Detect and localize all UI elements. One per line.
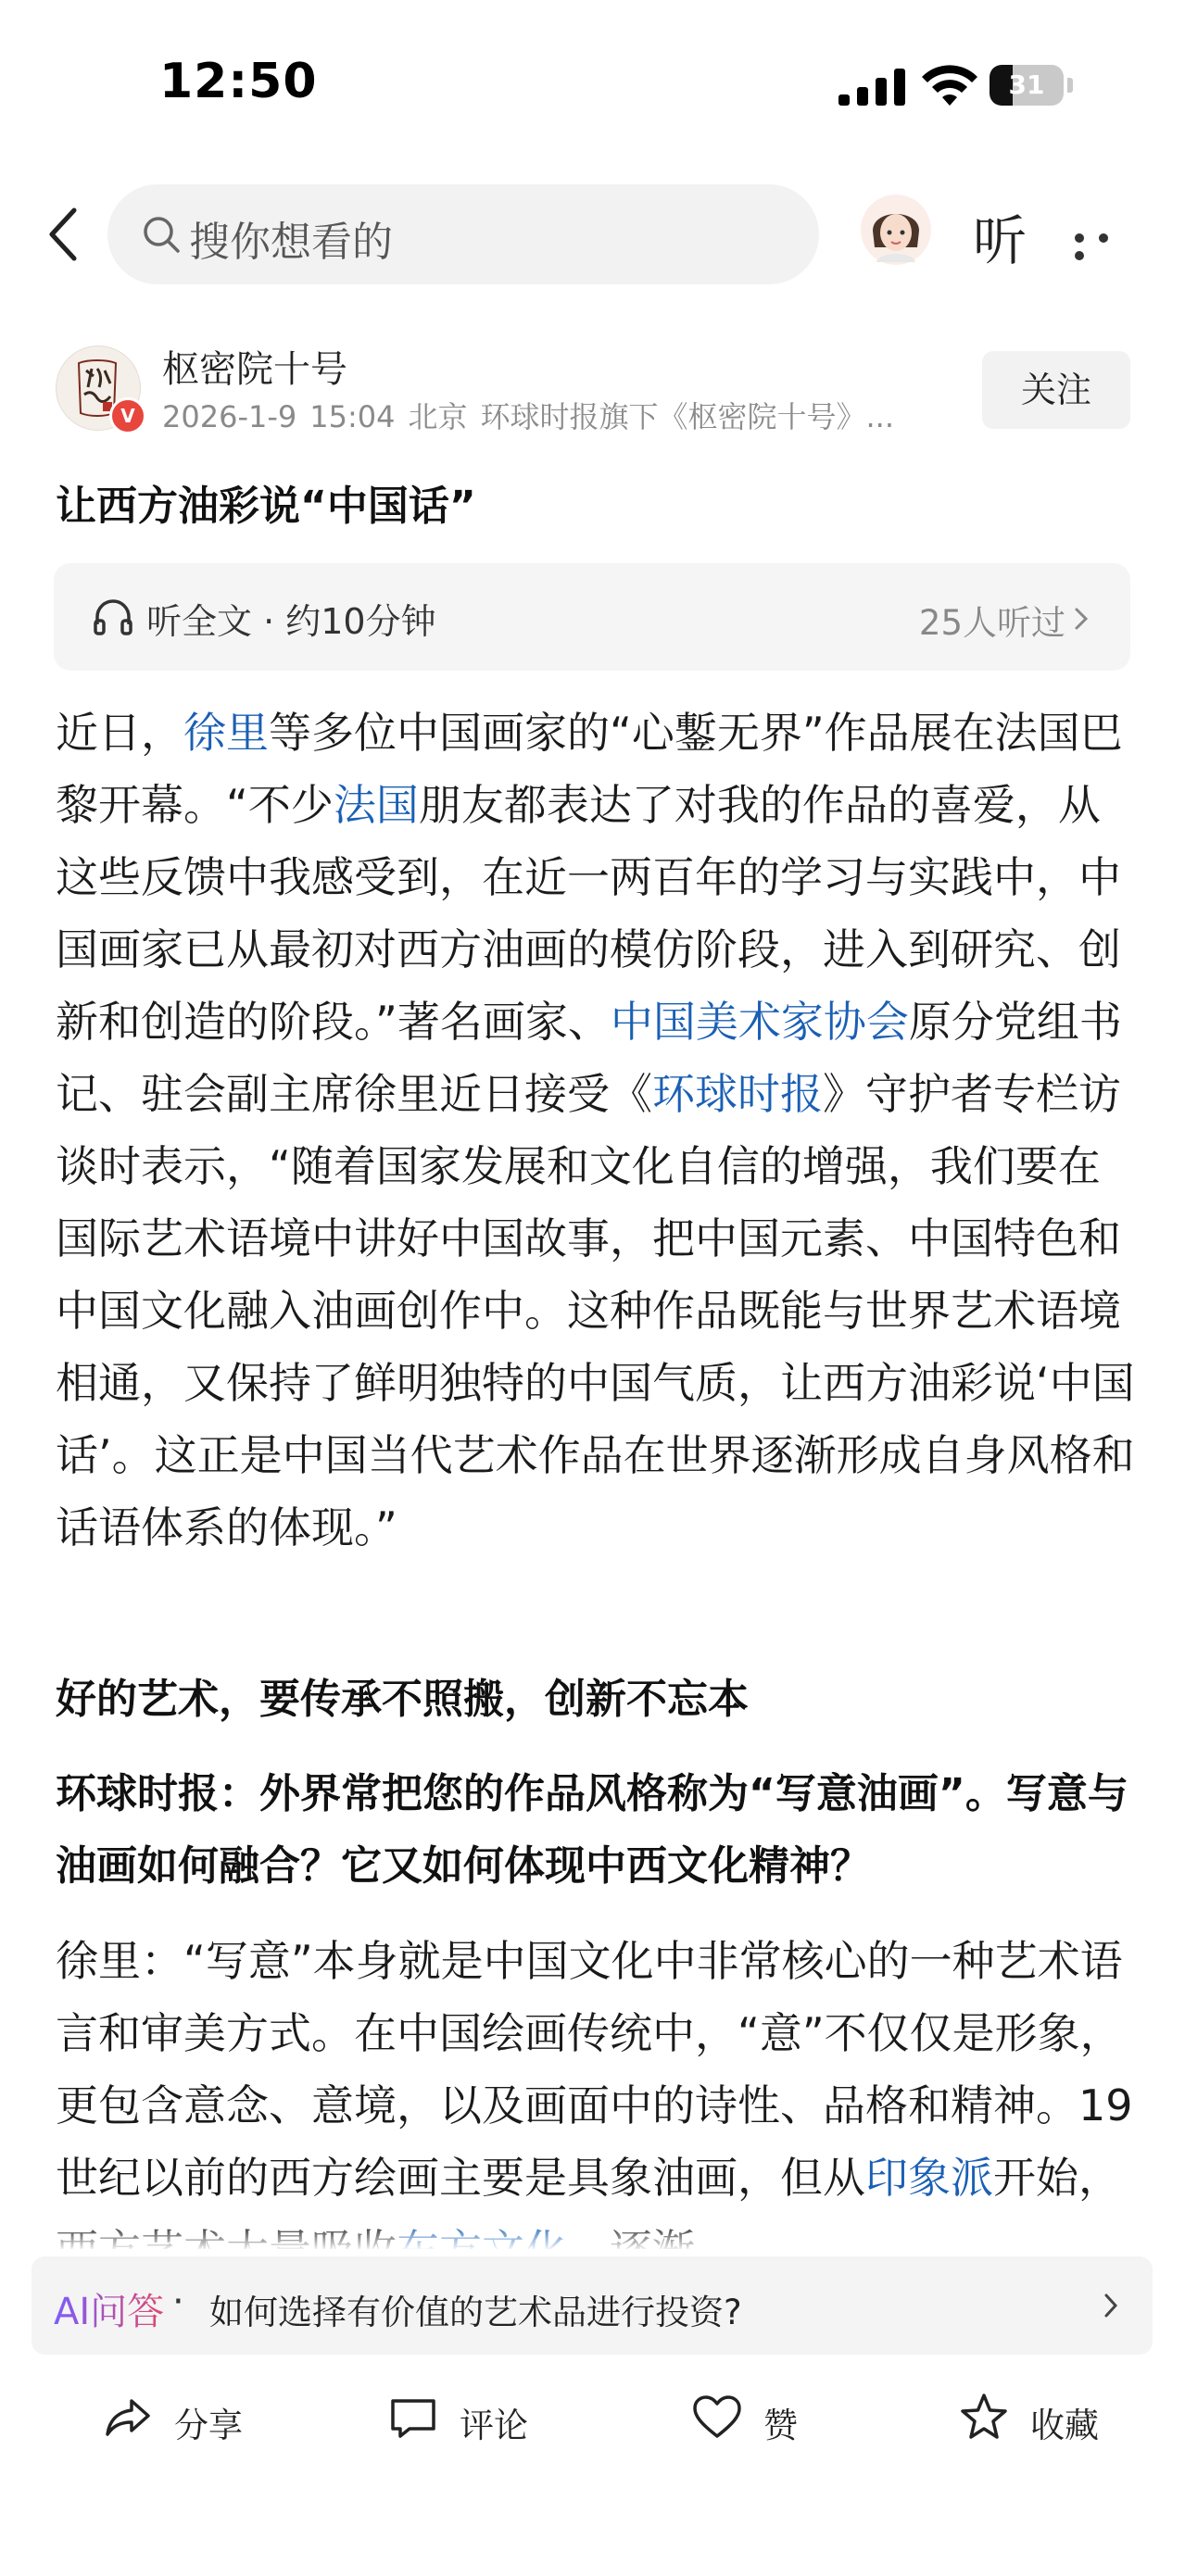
ai-qa-question: 如何选择有价值的艺术品进行投资? <box>209 2293 742 2332</box>
listen-label: 听全文 · 约10分钟 <box>146 601 436 642</box>
article-paragraph-1: 近日，徐里等多位中国画家的“心鏨无界”作品展在法国巴黎开幕。“不少法国朋友都表达了对我的作品的喜爱，从这些反馈中我感受到，在近一两百年的学习与实践中，中国画家已从最初对西方油画的模仿阶段，进入到研究、创新和创造的阶段。”著名画家、中国美术家协会原分党组书记、驻会副主席徐里近日接受《环球时报》守护者专栏访谈时表示，“随着国家发展和文化自信的增强，我们要在国际艺术语境中讲好中国故事，把中国元素、中国特色和中国文化融入油画创作中。这种作品既能与世界艺术语境相通，又保持了鲜明独特的中国气质，让西方油彩说‘中国话’。这正是中国当代艺术作品在世界逐渐形成自身风格和话语体系的体现。” <box>56 708 1135 1552</box>
heart-icon <box>691 2392 743 2444</box>
link-global-times[interactable]: 环球时报 <box>652 1069 823 1119</box>
headphone-icon <box>93 597 133 637</box>
comment-button[interactable]: 评论 <box>387 2384 545 2451</box>
listen-count: 25人听过 <box>918 603 1065 643</box>
publish-time: 15:04 <box>309 399 396 434</box>
bottom-toolbar <box>0 2371 1185 2464</box>
link-france[interactable]: 法国 <box>333 780 419 830</box>
more-options-icon[interactable] <box>1075 229 1134 242</box>
publish-source: 环球时报旗下《枢密院十号》... <box>480 399 895 434</box>
verified-badge: V <box>109 397 146 434</box>
ai-qa-label: AI问答 <box>54 2282 164 2335</box>
publish-location: 北京 <box>408 399 468 434</box>
search-placeholder: 搜你想看的 <box>189 219 393 266</box>
search-icon <box>141 214 182 255</box>
user-avatar-icon[interactable] <box>860 194 932 266</box>
author-meta <box>162 394 950 436</box>
search-input[interactable] <box>107 184 819 284</box>
status-bar <box>0 0 1185 167</box>
like-button[interactable]: 赞 <box>691 2384 821 2451</box>
publish-date: 2026-1-9 <box>162 399 297 434</box>
follow-button[interactable]: 关注 <box>982 351 1130 429</box>
battery-icon <box>990 65 1073 106</box>
star-icon <box>958 2392 1010 2444</box>
ai-qa-bar[interactable] <box>32 2256 1153 2355</box>
author-row <box>0 338 1185 440</box>
article-title: 让西方油彩说“中国话” <box>56 483 476 530</box>
interview-question: 环球时报：外界常把您的作品风格称为“写意油画”。写意与油画如何融合？它又如何体现中西文化精神？ <box>56 1770 1128 1890</box>
listen-full-article-bar[interactable] <box>54 563 1130 671</box>
chevron-right-icon <box>1103 2292 1119 2319</box>
top-nav <box>0 181 1185 292</box>
ai-qa-separator: · <box>172 2281 184 2323</box>
cellular-signal-icon <box>838 69 909 106</box>
status-time: 12:50 <box>159 54 318 109</box>
listen-button[interactable]: 听 <box>973 209 1027 272</box>
back-arrow-icon[interactable] <box>44 205 82 264</box>
article-paragraph-2: 徐里：“写意”本身就是中国文化中非常核心的一种艺术语言和审美方式。在中国绘画传统中，“意”不仅仅是形象，更包含意念、意境，以及画面中的诗性、品格和精神。19世纪以前的西方绘画主要是具象油画，但从印象派开始， <box>56 1925 1135 2286</box>
share-button[interactable]: 分享 <box>102 2384 259 2451</box>
share-icon <box>102 2392 154 2444</box>
link-impressionism[interactable]: 印象派 <box>865 2153 993 2203</box>
wifi-icon <box>920 63 979 107</box>
link-xu-li[interactable]: 徐里 <box>183 708 269 758</box>
link-china-artists-association[interactable]: 中国美术家协会 <box>610 997 909 1047</box>
chevron-right-icon <box>1073 606 1090 632</box>
collect-button[interactable]: 收藏 <box>958 2384 1116 2451</box>
comment-icon <box>387 2392 439 2444</box>
battery-level: 31 <box>1008 69 1045 100</box>
section-heading: 好的艺术，要传承不照搬，创新不忘本 <box>56 1676 749 1723</box>
author-name[interactable]: 枢密院十号 <box>162 348 347 391</box>
